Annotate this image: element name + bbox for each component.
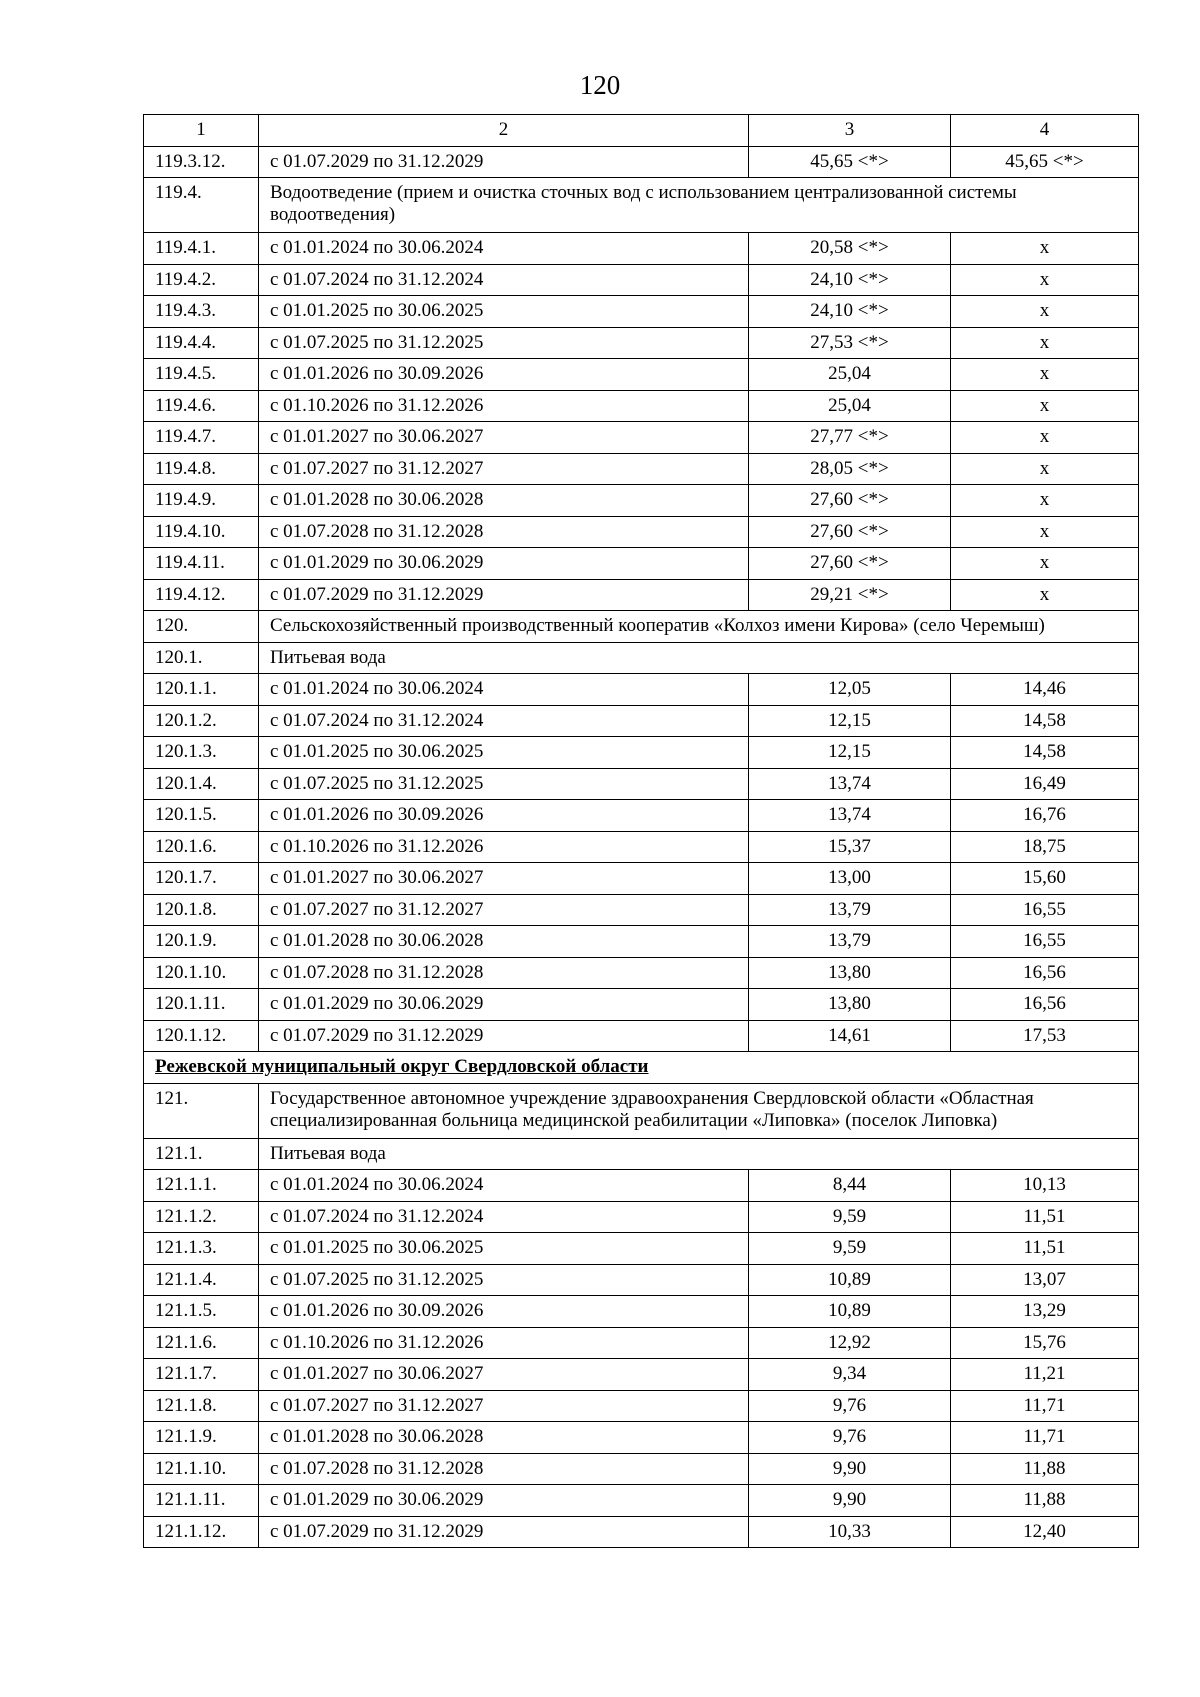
row-value-col4: 16,56 [951, 957, 1139, 989]
row-period: с 01.01.2029 по 30.06.2029 [259, 989, 749, 1021]
row-value-col4: 14,58 [951, 737, 1139, 769]
row-period: с 01.07.2025 по 31.12.2025 [259, 1264, 749, 1296]
row-number: 120.1.1. [144, 674, 259, 706]
row-value-col4: x [951, 233, 1139, 265]
column-header-2: 2 [259, 115, 749, 147]
row-period: с 01.10.2026 по 31.12.2026 [259, 831, 749, 863]
row-number: 120.1.5. [144, 800, 259, 832]
row-value-col4: 18,75 [951, 831, 1139, 863]
table-row [144, 264, 1139, 296]
row-value-col3: 28,05 <*> [749, 453, 951, 485]
row-value-col4: 12,40 [951, 1516, 1139, 1548]
table-row [144, 296, 1139, 328]
row-number: 120.1.6. [144, 831, 259, 863]
row-value-col3: 9,59 [749, 1233, 951, 1265]
column-header-row [144, 115, 1139, 147]
row-number: 121.1.2. [144, 1201, 259, 1233]
row-period: с 01.07.2027 по 31.12.2027 [259, 453, 749, 485]
row-value-col4: x [951, 516, 1139, 548]
row-period: с 01.10.2026 по 31.12.2026 [259, 1327, 749, 1359]
row-value-col4: x [951, 579, 1139, 611]
tariff-table [143, 114, 1139, 1548]
row-value-col4: x [951, 548, 1139, 580]
table-row [144, 1422, 1139, 1454]
row-number: 120.1.4. [144, 768, 259, 800]
row-number: 119.3.12. [144, 146, 259, 178]
row-value-col4: 13,07 [951, 1264, 1139, 1296]
row-value-col4: 14,58 [951, 705, 1139, 737]
column-header-4: 4 [951, 115, 1139, 147]
table-row [144, 800, 1139, 832]
row-period: с 01.07.2025 по 31.12.2025 [259, 768, 749, 800]
row-number: 119.4.9. [144, 485, 259, 517]
table-row [144, 1390, 1139, 1422]
row-period: с 01.07.2029 по 31.12.2029 [259, 146, 749, 178]
row-number: 119.4.12. [144, 579, 259, 611]
row-period: с 01.07.2027 по 31.12.2027 [259, 894, 749, 926]
column-header-1: 1 [144, 115, 259, 147]
row-period: с 01.07.2029 по 31.12.2029 [259, 579, 749, 611]
row-period: с 01.01.2024 по 30.06.2024 [259, 674, 749, 706]
row-value-col4: 16,55 [951, 894, 1139, 926]
table-row [144, 1453, 1139, 1485]
row-value-col4: x [951, 422, 1139, 454]
row-value-col4: 13,29 [951, 1296, 1139, 1328]
row-number: 120.1.10. [144, 957, 259, 989]
table-row [144, 1296, 1139, 1328]
row-value-col3: 27,60 <*> [749, 548, 951, 580]
row-period: с 01.01.2028 по 30.06.2028 [259, 1422, 749, 1454]
table-row [144, 737, 1139, 769]
row-value-col3: 9,34 [749, 1359, 951, 1391]
section-title: Государственное автономное учреждение здравоохранения Свердловской области «Областная специализированная больница медицинской реабилитации «Липовка» (поселок Липовка) [259, 1083, 1139, 1138]
row-value-col4: 11,51 [951, 1233, 1139, 1265]
section-row [144, 1138, 1139, 1170]
section-number: 119.4. [144, 178, 259, 233]
table-row [144, 705, 1139, 737]
row-value-col4: 45,65 <*> [951, 146, 1139, 178]
row-value-col3: 13,79 [749, 926, 951, 958]
row-number: 121.1.1. [144, 1170, 259, 1202]
row-value-col4: 15,76 [951, 1327, 1139, 1359]
row-value-col4: 16,56 [951, 989, 1139, 1021]
table-row [144, 674, 1139, 706]
row-number: 119.4.3. [144, 296, 259, 328]
row-number: 120.1.8. [144, 894, 259, 926]
row-number: 120.1.2. [144, 705, 259, 737]
table-row [144, 1359, 1139, 1391]
row-value-col4: x [951, 453, 1139, 485]
row-value-col4: x [951, 390, 1139, 422]
section-row [144, 178, 1139, 233]
row-period: с 01.01.2026 по 30.09.2026 [259, 1296, 749, 1328]
table-row [144, 359, 1139, 391]
row-period: с 01.01.2024 по 30.06.2024 [259, 233, 749, 265]
row-period: с 01.07.2028 по 31.12.2028 [259, 957, 749, 989]
row-period: с 01.01.2026 по 30.09.2026 [259, 359, 749, 391]
row-value-col3: 27,60 <*> [749, 516, 951, 548]
row-number: 120.1.9. [144, 926, 259, 958]
row-value-col3: 8,44 [749, 1170, 951, 1202]
section-row [144, 611, 1139, 643]
row-value-col4: 11,71 [951, 1422, 1139, 1454]
row-value-col4: x [951, 485, 1139, 517]
row-value-col3: 45,65 <*> [749, 146, 951, 178]
row-number: 120.1.12. [144, 1020, 259, 1052]
row-number: 121.1.3. [144, 1233, 259, 1265]
table-row [144, 516, 1139, 548]
row-value-col3: 20,58 <*> [749, 233, 951, 265]
row-period: с 01.07.2028 по 31.12.2028 [259, 1453, 749, 1485]
table-row [144, 485, 1139, 517]
table-row [144, 1170, 1139, 1202]
region-title: Режевской муниципальный округ Свердловской области [144, 1052, 1139, 1084]
row-number: 119.4.8. [144, 453, 259, 485]
row-number: 121.1.12. [144, 1516, 259, 1548]
table-row [144, 1264, 1139, 1296]
row-value-col3: 10,89 [749, 1296, 951, 1328]
section-row [144, 642, 1139, 674]
table-row [144, 1233, 1139, 1265]
row-value-col3: 13,79 [749, 894, 951, 926]
row-period: с 01.07.2029 по 31.12.2029 [259, 1516, 749, 1548]
row-number: 121.1.6. [144, 1327, 259, 1359]
row-period: с 01.01.2025 по 30.06.2025 [259, 296, 749, 328]
table-row [144, 957, 1139, 989]
row-period: с 01.07.2029 по 31.12.2029 [259, 1020, 749, 1052]
row-value-col3: 27,77 <*> [749, 422, 951, 454]
row-period: с 01.07.2028 по 31.12.2028 [259, 516, 749, 548]
row-period: с 01.01.2029 по 30.06.2029 [259, 548, 749, 580]
row-value-col3: 9,76 [749, 1390, 951, 1422]
section-title: Сельскохозяйственный производственный кооператив «Колхоз имени Кирова» (село Черемыш) [259, 611, 1139, 643]
section-title: Водоотведение (прием и очистка сточных вод с использованием централизованной системы водоотведения) [259, 178, 1139, 233]
table-row [144, 579, 1139, 611]
row-number: 120.1.3. [144, 737, 259, 769]
section-number: 120.1. [144, 642, 259, 674]
row-period: с 01.01.2024 по 30.06.2024 [259, 1170, 749, 1202]
row-period: с 01.07.2024 по 31.12.2024 [259, 705, 749, 737]
row-value-col4: x [951, 264, 1139, 296]
row-value-col3: 13,80 [749, 989, 951, 1021]
row-number: 121.1.4. [144, 1264, 259, 1296]
row-value-col4: 17,53 [951, 1020, 1139, 1052]
row-value-col4: 15,60 [951, 863, 1139, 895]
page-number: 120 [579, 70, 621, 100]
row-value-col4: 10,13 [951, 1170, 1139, 1202]
row-value-col4: 16,55 [951, 926, 1139, 958]
section-number: 120. [144, 611, 259, 643]
row-period: с 01.01.2027 по 30.06.2027 [259, 422, 749, 454]
table-row [144, 1516, 1139, 1548]
table-row [144, 146, 1139, 178]
section-number: 121. [144, 1083, 259, 1138]
row-period: с 01.01.2026 по 30.09.2026 [259, 800, 749, 832]
row-value-col3: 12,15 [749, 705, 951, 737]
table-row [144, 863, 1139, 895]
row-period: с 01.07.2027 по 31.12.2027 [259, 1390, 749, 1422]
column-header-3: 3 [749, 115, 951, 147]
table-row [144, 1020, 1139, 1052]
row-value-col4: x [951, 327, 1139, 359]
row-value-col3: 29,21 <*> [749, 579, 951, 611]
row-value-col3: 10,33 [749, 1516, 951, 1548]
table-row [144, 422, 1139, 454]
table-row [144, 453, 1139, 485]
row-period: с 01.01.2027 по 30.06.2027 [259, 1359, 749, 1391]
table-row [144, 548, 1139, 580]
row-number: 121.1.7. [144, 1359, 259, 1391]
row-value-col4: 16,49 [951, 768, 1139, 800]
section-title: Питьевая вода [259, 1138, 1139, 1170]
tariff-table-body [144, 115, 1139, 1548]
row-value-col3: 12,05 [749, 674, 951, 706]
row-number: 119.4.11. [144, 548, 259, 580]
table-row [144, 894, 1139, 926]
table-row [144, 1485, 1139, 1517]
row-value-col3: 13,00 [749, 863, 951, 895]
row-value-col3: 15,37 [749, 831, 951, 863]
row-period: с 01.07.2024 по 31.12.2024 [259, 264, 749, 296]
row-number: 119.4.10. [144, 516, 259, 548]
section-title: Питьевая вода [259, 642, 1139, 674]
row-value-col3: 24,10 <*> [749, 296, 951, 328]
table-row [144, 233, 1139, 265]
table-row [144, 1201, 1139, 1233]
row-value-col4: 11,88 [951, 1485, 1139, 1517]
row-value-col4: 16,76 [951, 800, 1139, 832]
table-row [144, 1327, 1139, 1359]
row-period: с 01.07.2024 по 31.12.2024 [259, 1201, 749, 1233]
row-value-col4: 11,51 [951, 1201, 1139, 1233]
section-row [144, 1083, 1139, 1138]
row-value-col3: 9,76 [749, 1422, 951, 1454]
row-number: 119.4.1. [144, 233, 259, 265]
row-value-col3: 27,53 <*> [749, 327, 951, 359]
row-value-col4: x [951, 296, 1139, 328]
row-number: 119.4.5. [144, 359, 259, 391]
section-number: 121.1. [144, 1138, 259, 1170]
row-number: 121.1.9. [144, 1422, 259, 1454]
row-value-col3: 12,92 [749, 1327, 951, 1359]
row-value-col3: 13,74 [749, 768, 951, 800]
region-row [144, 1052, 1139, 1084]
row-value-col3: 24,10 <*> [749, 264, 951, 296]
row-number: 119.4.6. [144, 390, 259, 422]
row-number: 121.1.10. [144, 1453, 259, 1485]
row-value-col4: 11,21 [951, 1359, 1139, 1391]
row-period: с 01.01.2029 по 30.06.2029 [259, 1485, 749, 1517]
row-value-col3: 9,90 [749, 1485, 951, 1517]
row-value-col3: 14,61 [749, 1020, 951, 1052]
row-number: 120.1.11. [144, 989, 259, 1021]
row-value-col4: 11,71 [951, 1390, 1139, 1422]
row-period: с 01.01.2028 по 30.06.2028 [259, 485, 749, 517]
row-value-col3: 13,80 [749, 957, 951, 989]
table-row [144, 390, 1139, 422]
row-value-col3: 27,60 <*> [749, 485, 951, 517]
row-number: 121.1.5. [144, 1296, 259, 1328]
row-period: с 01.01.2027 по 30.06.2027 [259, 863, 749, 895]
row-value-col4: 11,88 [951, 1453, 1139, 1485]
row-number: 119.4.2. [144, 264, 259, 296]
row-number: 121.1.8. [144, 1390, 259, 1422]
row-value-col3: 9,90 [749, 1453, 951, 1485]
table-row [144, 926, 1139, 958]
row-value-col3: 9,59 [749, 1201, 951, 1233]
row-number: 119.4.4. [144, 327, 259, 359]
row-number: 121.1.11. [144, 1485, 259, 1517]
row-value-col3: 25,04 [749, 390, 951, 422]
row-number: 119.4.7. [144, 422, 259, 454]
row-period: с 01.10.2026 по 31.12.2026 [259, 390, 749, 422]
row-period: с 01.01.2028 по 30.06.2028 [259, 926, 749, 958]
row-value-col4: 14,46 [951, 674, 1139, 706]
table-row [144, 327, 1139, 359]
row-value-col3: 10,89 [749, 1264, 951, 1296]
row-value-col4: x [951, 359, 1139, 391]
row-value-col3: 12,15 [749, 737, 951, 769]
row-value-col3: 13,74 [749, 800, 951, 832]
row-number: 120.1.7. [144, 863, 259, 895]
table-row [144, 989, 1139, 1021]
row-period: с 01.01.2025 по 30.06.2025 [259, 737, 749, 769]
table-row [144, 831, 1139, 863]
table-row [144, 768, 1139, 800]
row-period: с 01.01.2025 по 30.06.2025 [259, 1233, 749, 1265]
row-value-col3: 25,04 [749, 359, 951, 391]
row-period: с 01.07.2025 по 31.12.2025 [259, 327, 749, 359]
